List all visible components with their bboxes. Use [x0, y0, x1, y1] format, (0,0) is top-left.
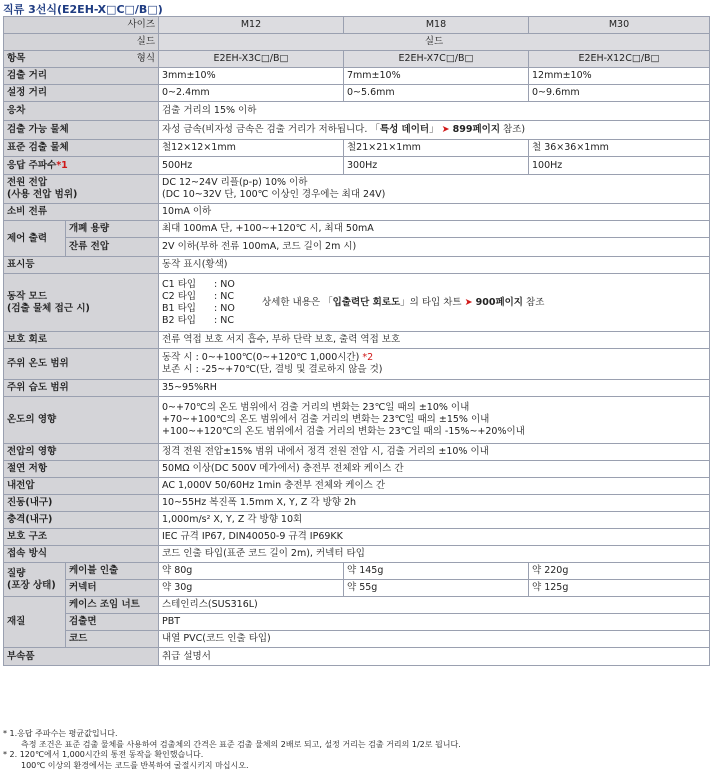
voltage-influence-value: 정격 전원 전압±15% 범위 내에서 정격 전원 전압 시, 검출 거리의 ±10% 이내	[159, 444, 710, 461]
control-output-sub2: 잔류 전압	[66, 238, 159, 257]
weight-sub2: 커넥터	[66, 580, 159, 597]
footnote-2: * 2. 120℃에서 1,000시간의 통전 동작을 확인했습니다.	[3, 750, 204, 759]
weight-cable-m30: 약 220g	[529, 563, 710, 580]
material-sub1: 케이스 조임 너트	[66, 597, 159, 614]
op-mode-note-tail: 참조	[523, 296, 545, 308]
op-mode-label: 동작 모드	[7, 290, 48, 302]
shock-value: 1,000m/s² X, Y, Z 각 방향 10회	[159, 512, 710, 529]
row-label-hysteresis: 응차	[4, 102, 159, 121]
row-label-op-mode	[4, 274, 159, 332]
arrow-icon: ➤	[464, 296, 473, 308]
op-mode-list	[162, 279, 254, 327]
row-label-structure: 보호 구조	[4, 529, 159, 546]
op-mode-state: : NO	[214, 302, 235, 314]
detectable-object-tail: 참조)	[500, 124, 526, 135]
size-m30: M30	[529, 17, 710, 34]
item-type-header	[4, 51, 159, 68]
op-mode-sublabel: (검출 물체 접근 시)	[7, 302, 90, 314]
standard-object-m18: 철21×21×1mm	[344, 140, 529, 157]
ambient-humidity-value: 35~95%RH	[159, 380, 710, 397]
row-label-detect-distance: 검출 거리	[4, 68, 159, 85]
indicator-value: 동작 표시(황색)	[159, 257, 710, 274]
row-label-connection: 접속 방식	[4, 546, 159, 563]
structure-value: IEC 규격 IP67, DIN40050-9 규격 IP69KK	[159, 529, 710, 546]
response-freq-m12: 500Hz	[159, 157, 344, 175]
temp-influence-line: +70~+100℃의 온도 범위에서 검출 거리의 변화는 23℃일 때의 ±15% 이내	[162, 414, 490, 425]
row-label-ambient-humidity: 주위 습도 범위	[4, 380, 159, 397]
op-mode-note	[262, 297, 544, 309]
accessory-value: 취급 설명서	[159, 648, 710, 666]
supply-voltage-line1: DC 12~24V 리플(p-p) 10% 이하	[162, 177, 308, 188]
weight-connector-m30: 약 125g	[529, 580, 710, 597]
supply-voltage-label: 전원 전압	[7, 177, 48, 188]
row-label-weight	[4, 563, 66, 597]
row-label-current: 소비 전류	[4, 204, 159, 221]
temp-influence-value	[159, 397, 710, 444]
page-900-link[interactable]: 900페이지	[475, 296, 523, 308]
row-label-material: 재질	[4, 597, 66, 648]
hysteresis-value: 검출 거리의 15% 이하	[159, 102, 710, 121]
weight-label: 질량	[7, 567, 26, 579]
op-mode-item	[162, 279, 254, 291]
op-mode-note-mid: 」의 타입 차트	[400, 296, 462, 308]
detect-distance-m18: 7mm±10%	[344, 68, 529, 85]
characteristic-data-link[interactable]: 특성 데이터	[379, 124, 430, 135]
weight-sublabel: (포장 상태)	[7, 579, 56, 591]
footnote-1: * 1.응답 주파수는 평균값입니다.	[3, 729, 118, 738]
spec-table	[3, 16, 710, 666]
supply-voltage-value	[159, 175, 710, 204]
shield-value: 실드	[159, 34, 710, 51]
footnotes	[3, 729, 709, 771]
supply-voltage-line2: (DC 10~32V 단, 100℃ 이상인 경우에는 최대 24V)	[162, 189, 386, 200]
size-m12: M12	[159, 17, 344, 34]
footnote-mark-2: *2	[362, 352, 374, 363]
row-label-response-freq	[4, 157, 159, 175]
row-label-dielectric: 내전압	[4, 478, 159, 495]
row-label-temp-influence: 온도의 영향	[4, 397, 159, 444]
page-899-link[interactable]: 899페이지	[452, 124, 501, 135]
op-mode-state: : NC	[214, 314, 234, 326]
row-label-indicator: 표시등	[4, 257, 159, 274]
row-label-ambient-temp: 주위 온도 범위	[4, 349, 159, 380]
temp-influence-line: 0~+70℃의 온도 범위에서 검출 거리의 변화는 23℃일 때의 ±10% 이내	[162, 402, 470, 413]
ambient-temp-line2: 보존 시 : -25~+70℃(단, 결빙 및 결로하지 않을 것)	[162, 364, 383, 375]
op-mode-value	[159, 274, 710, 332]
row-label-standard-object: 표준 검출 물체	[4, 140, 159, 157]
row-label-control-output: 제어 출력	[4, 221, 66, 257]
detect-distance-m30: 12mm±10%	[529, 68, 710, 85]
weight-cable-m12: 약 80g	[159, 563, 344, 580]
footnote-mark-1: *1	[56, 159, 68, 171]
footnote-2-detail: 100℃ 이상의 환경에서는 코드를 반복하여 굴절시키지 마십시오.	[21, 760, 249, 770]
row-label-set-distance: 설정 거리	[4, 85, 159, 102]
control-output-val1: 최대 100mA 단, +100~+120℃ 시, 최대 50mA	[159, 221, 710, 238]
detect-distance-m12: 3mm±10%	[159, 68, 344, 85]
temp-influence-line: +100~+120℃의 온도 범위에서 검출 거리의 변화는 23℃일 때의 -15%~+20%이내	[162, 426, 525, 437]
row-label-protection: 보호 회로	[4, 332, 159, 349]
material-val1: 스테인리스(SUS316L)	[159, 597, 710, 614]
model-m12: E2EH-X3C□/B□	[159, 51, 344, 68]
material-val2: PBT	[159, 614, 710, 631]
detectable-object-text: 자성 금속(비자성 금속은 검출 거리가 저하됩니다. 「	[162, 124, 380, 135]
standard-object-m12: 철12×12×1mm	[159, 140, 344, 157]
material-sub3: 코드	[66, 631, 159, 648]
row-label-shock: 충격(내구)	[4, 512, 159, 529]
size-m18: M18	[344, 17, 529, 34]
vibration-value: 10~55Hz 복진폭 1.5mm X, Y, Z 각 방향 2h	[159, 495, 710, 512]
set-distance-m30: 0~9.6mm	[529, 85, 710, 102]
material-val3: 내열 PVC(코드 인출 타입)	[159, 631, 710, 648]
type-label: 형식	[136, 53, 155, 64]
footnote-1-detail: 측정 조건은 표준 검출 물체를 사용하여 검출체의 간격은 표준 검출 물체의 2배로 되고, 설정 거리는 검출 거리의 1/2로 됩니다.	[21, 739, 461, 749]
detectable-object-value	[159, 121, 710, 140]
response-freq-m18: 300Hz	[344, 157, 529, 175]
row-label-supply-voltage	[4, 175, 159, 204]
arrow-icon: ➤	[441, 124, 450, 135]
page-title: 직류 3선식(E2EH-X□C□/B□)	[3, 3, 163, 16]
row-label-detectable-object: 검출 가능 물체	[4, 121, 159, 140]
dielectric-value: AC 1,000V 50/60Hz 1min 충전부 전체와 케이스 간	[159, 478, 710, 495]
response-freq-label: 응답 주파수	[7, 159, 57, 171]
ambient-temp-line1: 동작 시 : 0~+100℃(0~+120℃ 1,000시간)	[162, 352, 360, 363]
op-mode-type: B1 타입	[162, 302, 196, 314]
item-label: 항목	[7, 53, 26, 64]
op-mode-state: : NO	[214, 278, 235, 290]
insulation-value: 50MΩ 이상(DC 500V 메가에서) 충전부 전체와 케이스 간	[159, 461, 710, 478]
size-header: 사이즈	[4, 17, 159, 34]
response-freq-m30: 100Hz	[529, 157, 710, 175]
weight-connector-m12: 약 30g	[159, 580, 344, 597]
weight-cable-m18: 약 145g	[344, 563, 529, 580]
row-label-accessory: 부속품	[4, 648, 159, 666]
shield-header: 실드	[4, 34, 159, 51]
op-mode-state: : NC	[214, 290, 234, 302]
op-mode-item	[162, 315, 254, 327]
row-label-voltage-influence: 전압의 영향	[4, 444, 159, 461]
model-m18: E2EH-X7C□/B□	[344, 51, 529, 68]
detectable-object-mid: 」	[429, 124, 439, 135]
connection-value: 코드 인출 타입(표준 코드 길이 2m), 커넥터 타입	[159, 546, 710, 563]
current-value: 10mA 이하	[159, 204, 710, 221]
io-circuit-link[interactable]: 입출력단 회로도	[332, 296, 401, 308]
op-mode-item	[162, 291, 254, 303]
ambient-temp-value	[159, 349, 710, 380]
control-output-val2: 2V 이하(부하 전류 100mA, 코드 길이 2m 시)	[159, 238, 710, 257]
row-label-vibration: 진동(내구)	[4, 495, 159, 512]
supply-voltage-sublabel: (사용 전압 범위)	[7, 189, 78, 200]
op-mode-note-pre: 상세한 내용은 「	[262, 296, 333, 308]
op-mode-type: C2 타입	[162, 290, 197, 302]
control-output-sub1: 개폐 용량	[66, 221, 159, 238]
op-mode-type: C1 타입	[162, 278, 197, 290]
op-mode-item	[162, 303, 254, 315]
set-distance-m18: 0~5.6mm	[344, 85, 529, 102]
set-distance-m12: 0~2.4mm	[159, 85, 344, 102]
standard-object-m30: 철 36×36×1mm	[529, 140, 710, 157]
material-sub2: 검출면	[66, 614, 159, 631]
model-m30: E2EH-X12C□/B□	[529, 51, 710, 68]
weight-sub1: 케이블 인출	[66, 563, 159, 580]
weight-connector-m18: 약 55g	[344, 580, 529, 597]
protection-value: 전류 역접 보호 서지 흡수, 부하 단락 보호, 출력 역접 보호	[159, 332, 710, 349]
op-mode-type: B2 타입	[162, 314, 196, 326]
row-label-insulation: 절연 저항	[4, 461, 159, 478]
spec-table-wrapper	[3, 16, 709, 666]
